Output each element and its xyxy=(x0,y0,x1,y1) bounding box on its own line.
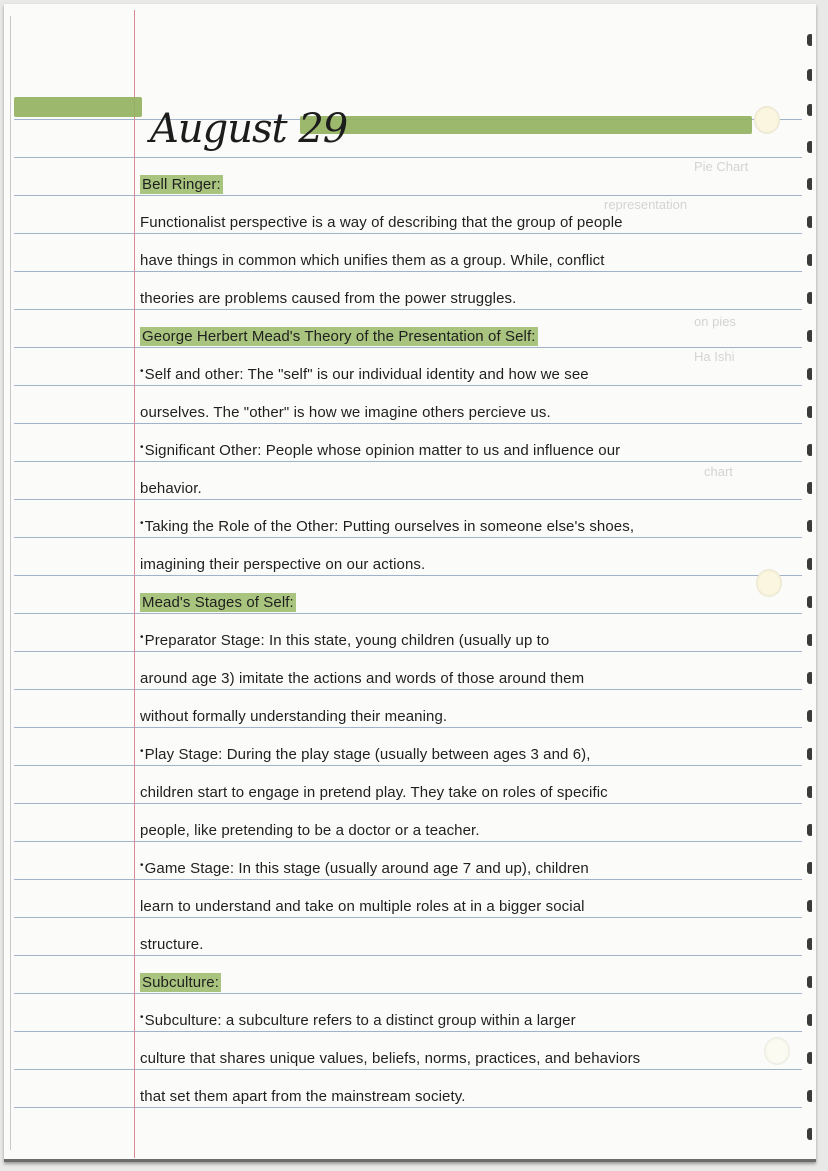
spiral-mark xyxy=(807,862,812,874)
spiral-mark xyxy=(807,824,812,836)
rule-line xyxy=(14,575,802,576)
heading-text: George Herbert Mead's Theory of the Presentation of Self: xyxy=(142,328,536,345)
rule-line xyxy=(14,651,802,652)
rule-line xyxy=(14,803,802,804)
heading-text: Subculture: xyxy=(142,974,219,991)
rule-line xyxy=(14,917,802,918)
spiral-mark xyxy=(807,406,812,418)
rule-line xyxy=(14,727,802,728)
spiral-mark xyxy=(807,748,812,760)
page-edge xyxy=(10,16,11,1150)
spiral-mark xyxy=(807,330,812,342)
rule-line xyxy=(14,993,802,994)
rule-line xyxy=(14,613,802,614)
page-title: August 29 xyxy=(150,106,348,152)
punch-hole xyxy=(754,106,780,134)
spiral-mark xyxy=(807,254,812,266)
rule-line xyxy=(14,1107,802,1108)
spiral-mark xyxy=(807,672,812,684)
heading-text: Bell Ringer: xyxy=(142,176,221,193)
spiral-mark xyxy=(807,1128,812,1140)
rule-line xyxy=(14,461,802,462)
spiral-mark xyxy=(807,368,812,380)
rule-line xyxy=(14,309,802,310)
note-line: without formally understanding their meaning. xyxy=(140,708,448,725)
spiral-mark xyxy=(807,938,812,950)
bleed-through-text: on pies xyxy=(694,314,736,329)
note-line: imagining their perspective on our actions. xyxy=(140,556,426,573)
spiral-mark xyxy=(807,976,812,988)
margin-line xyxy=(134,10,135,1158)
punch-hole xyxy=(756,569,782,597)
spiral-mark xyxy=(807,786,812,798)
spiral-mark xyxy=(807,558,812,570)
note-line: theories are problems caused from the power struggles. xyxy=(140,290,517,307)
note-line: children start to engage in pretend play. They take on roles of specific xyxy=(140,784,608,801)
bleed-through-text: Ha Ishi xyxy=(694,349,735,364)
note-line: • Preparator Stage: In this state, young children (usually up to xyxy=(140,632,549,649)
rule-line xyxy=(14,499,802,500)
note-line: ourselves. The "other" is how we imagine others percieve us. xyxy=(140,404,551,421)
rule-line xyxy=(14,879,802,880)
bleed-through-text: chart xyxy=(704,464,733,479)
note-line: • Subculture: a subculture refers to a distinct group within a larger xyxy=(140,1012,576,1029)
rule-line xyxy=(14,689,802,690)
note-line: • Significant Other: People whose opinion matter to us and influence our xyxy=(140,442,620,459)
rule-line xyxy=(14,765,802,766)
spiral-mark xyxy=(807,1014,812,1026)
spiral-mark xyxy=(807,634,812,646)
rule-line xyxy=(14,271,802,272)
rule-line xyxy=(14,385,802,386)
spiral-mark xyxy=(807,900,812,912)
spiral-mark xyxy=(807,69,812,81)
spiral-mark xyxy=(807,216,812,228)
note-line: culture that shares unique values, beliefs, norms, practices, and behaviors xyxy=(140,1050,641,1067)
spiral-mark xyxy=(807,596,812,608)
rule-line xyxy=(14,955,802,956)
spiral-mark xyxy=(807,104,812,116)
rule-line xyxy=(14,841,802,842)
note-line: • Self and other: The "self" is our individual identity and how we see xyxy=(140,366,589,383)
spiral-mark xyxy=(807,1052,812,1064)
note-line: people, like pretending to be a doctor or a teacher. xyxy=(140,822,480,839)
note-line: that set them apart from the mainstream society. xyxy=(140,1088,466,1105)
title-highlight-right xyxy=(300,116,752,134)
section-heading xyxy=(140,328,538,345)
bleed-through-text: representation xyxy=(604,197,688,212)
spiral-mark xyxy=(807,178,812,190)
rule-line xyxy=(14,423,802,424)
note-line: structure. xyxy=(140,936,204,953)
spiral-mark xyxy=(807,141,812,153)
spiral-mark xyxy=(807,482,812,494)
section-heading xyxy=(140,974,221,991)
note-line: learn to understand and take on multiple roles at in a bigger social xyxy=(140,898,585,915)
rule-line xyxy=(14,157,802,158)
spiral-mark xyxy=(807,520,812,532)
note-line: • Game Stage: In this stage (usually around age 7 and up), children xyxy=(140,860,589,877)
note-line: Functionalist perspective is a way of describing that the group of people xyxy=(140,214,623,231)
spiral-mark xyxy=(807,710,812,722)
punch-hole xyxy=(764,1037,790,1065)
note-line: around age 3) imitate the actions and words of those around them xyxy=(140,670,585,687)
rule-line xyxy=(14,347,802,348)
note-line: behavior. xyxy=(140,480,202,497)
rule-line xyxy=(14,1031,802,1032)
note-line: • Taking the Role of the Other: Putting ourselves in someone else's shoes, xyxy=(140,518,634,535)
title-highlight-left xyxy=(14,97,142,117)
spiral-mark xyxy=(807,444,812,456)
rule-line xyxy=(14,233,802,234)
note-line: • Play Stage: During the play stage (usually between ages 3 and 6), xyxy=(140,746,591,763)
spiral-mark xyxy=(807,1090,812,1102)
rule-line xyxy=(14,1069,802,1070)
heading-text: Mead's Stages of Self: xyxy=(142,594,294,611)
section-heading xyxy=(140,176,223,193)
note-line: have things in common which unifies them as a group. While, conflict xyxy=(140,252,605,269)
spiral-mark xyxy=(807,292,812,304)
rule-line xyxy=(14,537,802,538)
spiral-mark xyxy=(807,34,812,46)
section-heading xyxy=(140,594,296,611)
bleed-through-text: Pie Chart xyxy=(694,159,749,174)
notebook-page xyxy=(4,4,816,1162)
